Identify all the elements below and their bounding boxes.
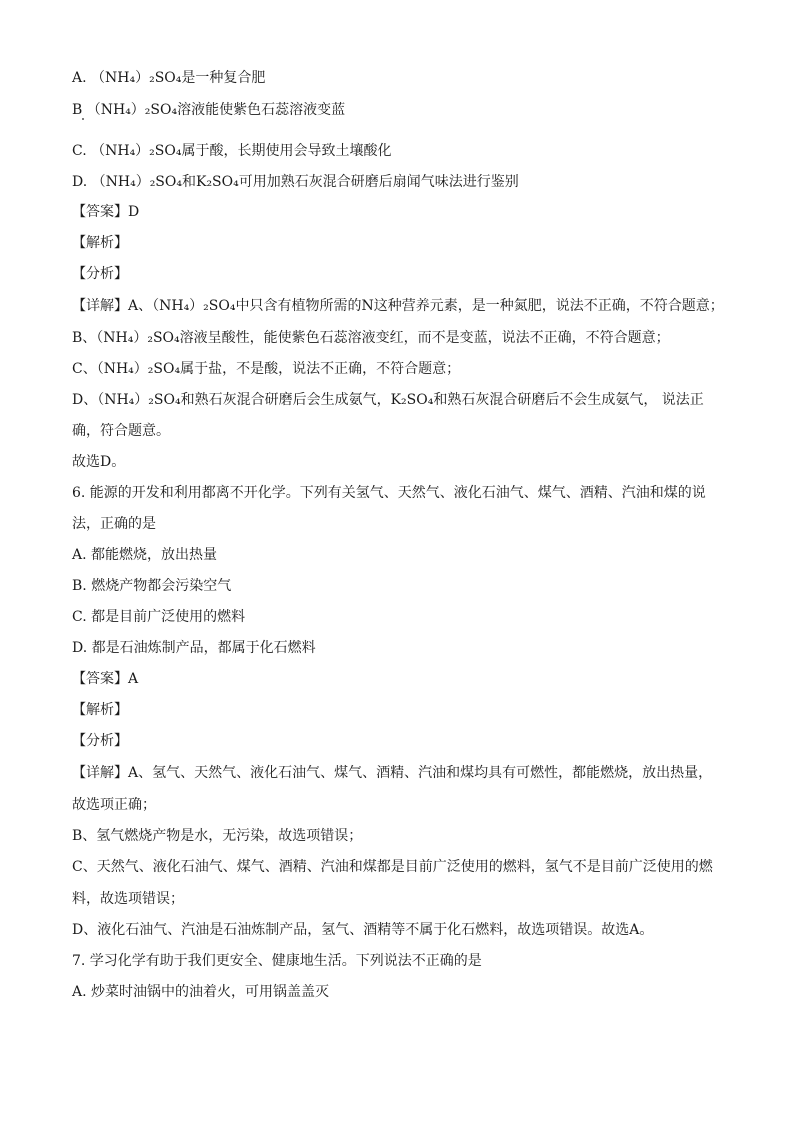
xiangjie-5-line4-cont: 确，符合题意。 [72, 423, 170, 439]
option-6c: C. 都是目前广泛使用的燃料 [72, 609, 246, 625]
guxuan-5: 故选D。 [72, 454, 126, 470]
answer-5: 【答案】D [72, 204, 140, 220]
jiexi-6: 【解析】 [72, 702, 128, 718]
xiangjie-6-line4: D、液化石油气、汽油是石油炼制产品，氢气、酒精等不属于化石燃料，故选项错误。故选A。 [72, 922, 654, 938]
answer-6: 【答案】A [72, 671, 139, 687]
fenxi-5: 【分析】 [72, 266, 128, 282]
question-7: 7. 学习化学有助于我们更安全、健康地生活。下列说法不正确的是 [72, 953, 482, 969]
xiangjie-5-line3: C、（NH₄）₂SO₄属于盐，不是酸，说法不正确，不符合题意； [72, 361, 461, 377]
jiexi-5: 【解析】 [72, 235, 128, 251]
option-6d: D. 都是石油炼制产品，都属于化石燃料 [72, 640, 316, 656]
option-5b: B （NH₄）₂SO₄溶液能使紫色石蕊溶液变蓝 [72, 102, 346, 118]
option-5a: A. （NH₄）₂SO₄是一种复合肥 [72, 70, 266, 86]
question-6-cont: 法，正确的是 [72, 516, 156, 532]
xiangjie-5-line2: B、（NH₄）₂SO₄溶液呈酸性，能使紫色石蕊溶液变红，而不是变蓝，说法不正确，不符合题意； [72, 330, 670, 346]
xiangjie-6-line3: C、天然气、液化石油气、煤气、酒精、汽油和煤都是目前广泛使用的燃料，氢气不是目前广泛使用的燃 [72, 859, 713, 875]
fenxi-6: 【分析】 [72, 733, 128, 749]
option-6a: A. 都能燃烧，放出热量 [72, 547, 218, 563]
question-6: 6. 能源的开发和利用都离不开化学。下列有关氢气、天然气、液化石油气、煤气、酒精、汽油和煤的说 [72, 485, 706, 501]
option-6b: B. 燃烧产物都会污染空气 [72, 578, 232, 594]
stray-dot [82, 118, 84, 120]
xiangjie-6-line1: 【详解】A、氢气、天然气、液化石油气、煤气、酒精、汽油和煤均具有可燃性，都能燃烧，放出热量， [72, 765, 713, 781]
xiangjie-5-line4: D、（NH₄）₂SO₄和熟石灰混合研磨后会生成氨气，K₂SO₄和熟石灰混合研磨后不会生成氨气， 说法正 [72, 392, 704, 408]
option-5d: D. （NH₄）₂SO₄和K₂SO₄可用加熟石灰混合研磨后扇闻气味法进行鉴别 [72, 174, 519, 190]
xiangjie-5-line1: 【详解】A、（NH₄）₂SO₄中只含有植物所需的N这种营养元素，是一种氮肥，说法不正确，不符合题意； [72, 298, 724, 314]
xiangjie-6-line3-cont: 料，故选项错误； [72, 891, 184, 907]
option-5c: C. （NH₄）₂SO₄属于酸，长期使用会导致土壤酸化 [72, 143, 392, 159]
xiangjie-6-line1-cont: 故选项正确； [72, 797, 156, 813]
xiangjie-6-line2: B、氢气燃烧产物是水，无污染，故选项错误； [72, 828, 363, 844]
option-7a: A. 炒菜时油锅中的油着火，可用锅盖盖灭 [72, 984, 330, 1000]
